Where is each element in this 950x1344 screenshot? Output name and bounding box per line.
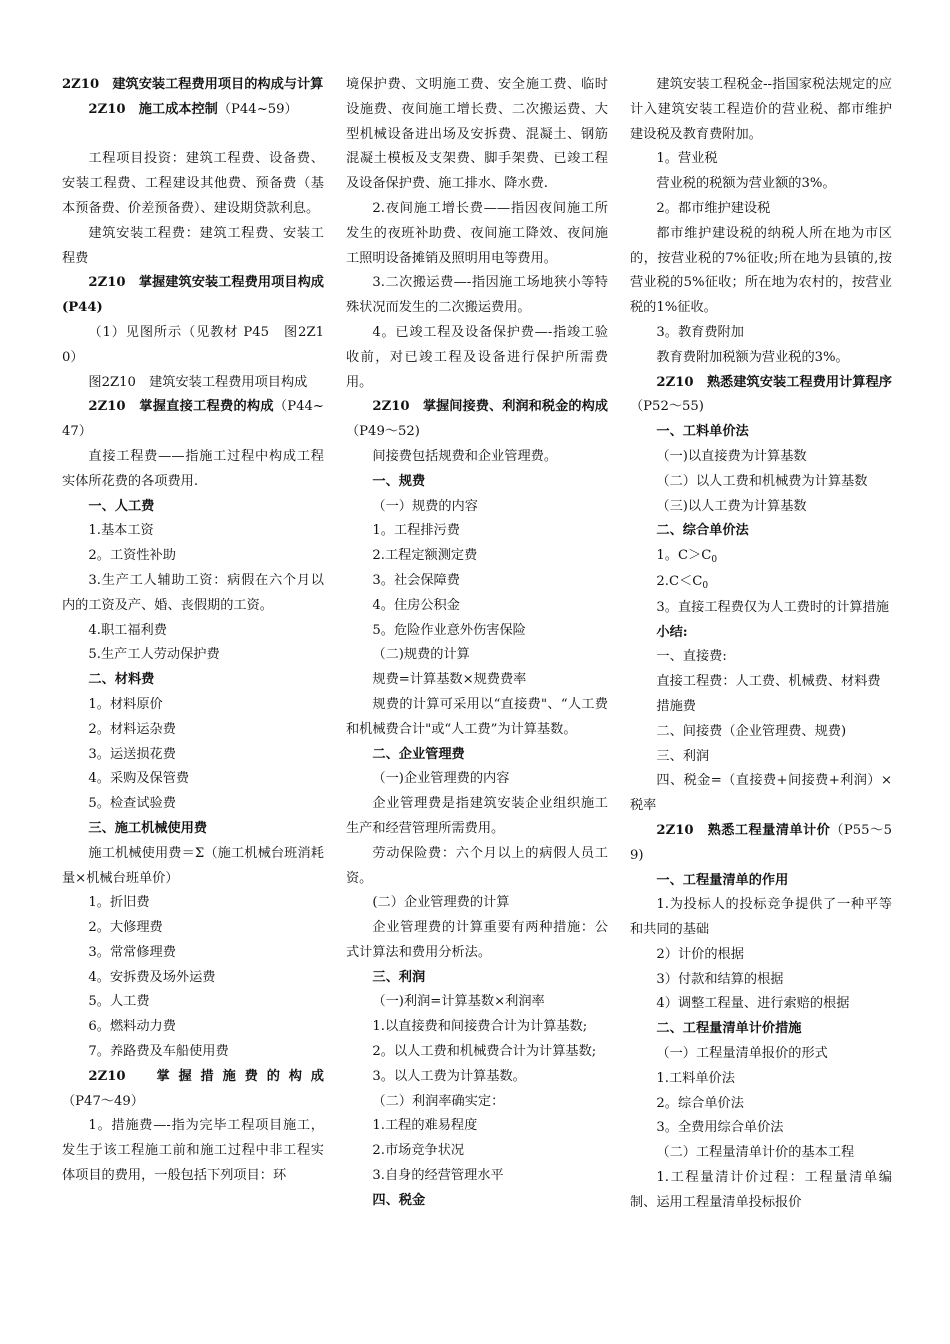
paragraph bbox=[630, 645, 892, 670]
paragraph-text: 小结: bbox=[656, 624, 688, 640]
paragraph-text: 施工机械使用费＝Σ（施工机械台班消耗量×机械台班单价） bbox=[62, 845, 324, 886]
paragraph bbox=[630, 197, 892, 222]
paragraph bbox=[630, 1092, 892, 1117]
paragraph-text: 四、税金 bbox=[372, 1192, 426, 1208]
paragraph-text: 企业管理费是指建筑安装企业组织施工生产和经营管理所需费用。 bbox=[346, 796, 608, 836]
paragraph bbox=[630, 745, 892, 770]
paragraph-text: 3.自身的经营管理水平 bbox=[372, 1168, 504, 1184]
paragraph bbox=[62, 147, 324, 221]
paragraph-text: 4。采购及保管费 bbox=[88, 771, 190, 787]
paragraph bbox=[630, 943, 892, 968]
paragraph-text: 1。措施费—-指为完毕工程项目施工，发生于该工程施工前和施工过程中非工程实体项目的费用，一般包括下列项目：环 bbox=[62, 1118, 324, 1184]
paragraph bbox=[62, 693, 324, 718]
paragraph-text: 2Z10 掌握直接工程费的构成 bbox=[88, 399, 274, 415]
paragraph-text: 2）计价的根据 bbox=[656, 946, 744, 962]
paragraph bbox=[62, 718, 324, 743]
paragraph-text: 间接费包括规费和企业管理费。 bbox=[372, 448, 558, 464]
paragraph bbox=[62, 792, 324, 817]
paragraph-text: 劳动保险费：六个月以上的病假人员工资。 bbox=[346, 845, 608, 886]
paragraph bbox=[62, 1040, 324, 1065]
paragraph-text: 一、工程量清单的作用 bbox=[656, 872, 789, 888]
paragraph-text: 5.生产工人劳动保护费 bbox=[88, 647, 220, 663]
paragraph bbox=[346, 1164, 608, 1189]
paragraph bbox=[630, 720, 892, 745]
paragraph-text: 2.夜间施工增长费——指因夜间施工所发生的夜班补助费、夜间施工降效、夜间施工照明设备摊销及照明用电等费用。 bbox=[346, 200, 608, 266]
section-heading bbox=[62, 73, 324, 98]
paragraph-text: 建筑安装工程税金--指国家税法规定的应计入建筑安装工程造价的营业税、都市维护建设税及教育费附加。 bbox=[630, 77, 892, 142]
subscript: 0 bbox=[702, 580, 709, 591]
paragraph-text: 7。养路费及车船使用费 bbox=[88, 1044, 229, 1060]
paragraph bbox=[630, 1141, 892, 1166]
paragraph bbox=[346, 519, 608, 544]
paragraph bbox=[630, 1116, 892, 1141]
paragraph-text: 3。教育费附加 bbox=[656, 324, 744, 340]
paragraph-text: （一)利润=计算基数×利润率 bbox=[372, 994, 545, 1010]
paragraph bbox=[346, 445, 608, 470]
page-range: （P55～59) bbox=[630, 822, 893, 863]
paragraph bbox=[62, 544, 324, 569]
paragraph-text: 2Z10 掌握建筑安装工程费用项目构成(P44) bbox=[62, 275, 324, 316]
paragraph bbox=[630, 470, 892, 495]
section-heading bbox=[346, 966, 608, 991]
paragraph bbox=[630, 670, 892, 695]
paragraph bbox=[630, 544, 892, 570]
paragraph bbox=[62, 941, 324, 966]
paragraph bbox=[346, 544, 608, 569]
paragraph-text: 3。以人工费为计算基数。 bbox=[372, 1068, 526, 1084]
paragraph-text: 1.工料单价法 bbox=[656, 1070, 735, 1086]
paragraph-text: 2Z10 掌握间接费、利润和税金的构成 bbox=[372, 399, 608, 415]
paragraph bbox=[346, 693, 608, 743]
paragraph bbox=[62, 321, 324, 371]
paragraph-text: 4。安拆费及场外运费 bbox=[88, 969, 216, 985]
paragraph-text: 1.基本工资 bbox=[88, 523, 154, 539]
paragraph bbox=[630, 893, 892, 943]
paragraph bbox=[630, 172, 892, 197]
column-left bbox=[62, 73, 324, 1189]
paragraph bbox=[62, 1015, 324, 1040]
paragraph bbox=[62, 569, 324, 619]
paragraph-text: 规费=计算基数×规费费率 bbox=[372, 672, 527, 688]
paragraph bbox=[346, 1040, 608, 1065]
paragraph-text: 5。人工费 bbox=[88, 994, 150, 1010]
paragraph bbox=[346, 643, 608, 668]
paragraph-text: （二)规费的计算 bbox=[372, 647, 470, 663]
paragraph-text: 措施费 bbox=[656, 698, 696, 714]
paragraph-text: 1。材料原价 bbox=[88, 696, 163, 712]
paragraph bbox=[346, 767, 608, 792]
paragraph-text: 二、材料费 bbox=[88, 672, 155, 688]
paragraph-text: 2。都市维护建设税 bbox=[656, 200, 771, 216]
section-heading bbox=[62, 817, 324, 842]
paragraph bbox=[630, 1067, 892, 1092]
paragraph bbox=[346, 594, 608, 619]
paragraph-text: 3.生产工人辅助工资：病假在六个月以内的工资及产、婚、丧假期的工资。 bbox=[62, 572, 324, 613]
paragraph-text: (二）企业管理费的计算 bbox=[372, 895, 510, 911]
paragraph-text: 2。大修理费 bbox=[88, 920, 163, 936]
section-heading bbox=[630, 819, 892, 869]
paragraph-text: 三、利润 bbox=[656, 748, 710, 764]
section-heading bbox=[346, 470, 608, 495]
page-range: （P49～52) bbox=[346, 424, 420, 440]
paragraph bbox=[630, 769, 892, 819]
paragraph bbox=[346, 1114, 608, 1139]
paragraph bbox=[630, 695, 892, 720]
paragraph-text: （二）以人工费和机械费为计算基数 bbox=[656, 473, 868, 489]
paragraph bbox=[346, 1090, 608, 1115]
section-heading bbox=[62, 395, 324, 445]
paragraph bbox=[346, 321, 608, 395]
paragraph-text: 3。运送损花费 bbox=[88, 746, 176, 762]
paragraph-text: 2。材料运杂费 bbox=[88, 721, 176, 737]
column-right bbox=[630, 73, 892, 1216]
paragraph-text: 2.市场竞争状况 bbox=[372, 1143, 465, 1159]
paragraph-text: 图2Z10 建筑安装工程费用项目构成 bbox=[88, 374, 308, 390]
paragraph bbox=[62, 1114, 324, 1188]
paragraph bbox=[62, 371, 324, 396]
paragraph bbox=[346, 73, 608, 197]
page-range: （P52～55) bbox=[630, 399, 704, 415]
section-heading bbox=[62, 668, 324, 693]
section-heading bbox=[62, 495, 324, 520]
paragraph-text: 直接工程费：人工费、机械费、材料费 bbox=[656, 674, 881, 690]
section-heading bbox=[62, 1065, 324, 1115]
section-heading bbox=[346, 395, 608, 445]
paragraph bbox=[62, 619, 324, 644]
paragraph bbox=[62, 990, 324, 1015]
section-heading bbox=[630, 1017, 892, 1042]
paragraph bbox=[346, 495, 608, 520]
paragraph-text: （一）规费的内容 bbox=[372, 498, 478, 514]
paragraph bbox=[630, 321, 892, 346]
blank-line bbox=[62, 123, 324, 148]
paragraph bbox=[346, 619, 608, 644]
paragraph bbox=[346, 668, 608, 693]
paragraph-text: 1。C＞C bbox=[656, 548, 712, 564]
paragraph-text: 四、税金=（直接费+间接费+利润）×税率 bbox=[630, 773, 892, 814]
paragraph bbox=[346, 271, 608, 321]
paragraph bbox=[630, 346, 892, 371]
paragraph-text: 直接工程费——指施工过程中构成工程实体所花费的各项费用. bbox=[62, 448, 324, 489]
paragraph-text: 二、综合单价法 bbox=[656, 523, 749, 539]
section-heading bbox=[630, 621, 892, 646]
paragraph bbox=[346, 916, 608, 966]
paragraph-text: 2.工程定额测定费 bbox=[372, 548, 478, 564]
paragraph bbox=[630, 445, 892, 470]
paragraph-text: （一)企业管理费的内容 bbox=[372, 771, 510, 787]
paragraph bbox=[630, 968, 892, 993]
paragraph-text: 4。住房公积金 bbox=[372, 597, 460, 613]
paragraph bbox=[346, 569, 608, 594]
paragraph-text: 4。已竣工程及设备保护费—-指竣工验收前，对已竣工程及设备进行保护所需费用。 bbox=[346, 324, 608, 390]
paragraph bbox=[346, 1065, 608, 1090]
paragraph bbox=[62, 643, 324, 668]
paragraph-text: 1。工程排污费 bbox=[372, 523, 460, 539]
section-heading bbox=[630, 519, 892, 544]
section-heading bbox=[630, 371, 892, 421]
paragraph-text: 1.工程的难易程度 bbox=[372, 1118, 478, 1134]
paragraph-text: （二）利润率确实定： bbox=[372, 1093, 505, 1109]
paragraph-text: （一)以直接费为计算基数 bbox=[656, 448, 807, 464]
paragraph-text: 4）调整工程量、进行索赔的根据 bbox=[656, 996, 850, 1012]
paragraph-text: 二、企业管理费 bbox=[372, 746, 465, 762]
paragraph-text: 1.为投标人的投标竞争提供了一种平等和共同的基础 bbox=[630, 897, 892, 938]
paragraph bbox=[630, 570, 892, 596]
paragraph bbox=[62, 966, 324, 991]
section-heading bbox=[346, 743, 608, 768]
paragraph-text: 3。社会保障费 bbox=[372, 572, 460, 588]
paragraph bbox=[62, 891, 324, 916]
paragraph-text: 二、间接费（企业管理费、规费) bbox=[656, 723, 847, 739]
paragraph-text: 2Z10 熟悉工程量清单计价 bbox=[656, 822, 831, 838]
paragraph-text: 建筑安装工程费：建筑工程费、安装工程费 bbox=[62, 225, 324, 266]
paragraph-text: 一、工料单价法 bbox=[656, 424, 749, 440]
paragraph-text: 1.以直接费和间接费合计为计算基数; bbox=[372, 1019, 588, 1035]
paragraph-text: 一、直接费: bbox=[656, 649, 727, 665]
section-heading bbox=[62, 98, 324, 123]
paragraph-text: 2Z10 熟悉建筑安装工程费用计算程序 bbox=[656, 374, 892, 390]
page-range: （P44~47） bbox=[62, 399, 324, 440]
paragraph-text: 都市维护建设税的纳税人所在地为市区的，按营业税的7%征收;所在地为县镇的,按营业税的5%征收；所在地为农村的，按营业税的1%征收。 bbox=[630, 225, 892, 316]
paragraph-text: 一、规费 bbox=[372, 473, 426, 489]
paragraph-text: 3.二次搬运费—-指因施工场地狭小等特殊状况而发生的二次搬运费用。 bbox=[346, 275, 608, 316]
paragraph bbox=[62, 767, 324, 792]
paragraph-text: （1）见图所示（见教材 P45 图2Z10） bbox=[62, 324, 324, 365]
paragraph bbox=[630, 992, 892, 1017]
paragraph-text: 教育费附加税额为营业税的3%。 bbox=[656, 349, 849, 365]
paragraph bbox=[62, 222, 324, 272]
paragraph-text: 2.C＜C bbox=[656, 573, 703, 589]
paragraph-text: 2。以人工费和机械费合计为计算基数; bbox=[372, 1044, 597, 1060]
paragraph-text: 规费的计算可采用以“直接费"、“人工费和机械费合计"或“人工费”为计算基数。 bbox=[346, 696, 608, 737]
paragraph bbox=[346, 792, 608, 842]
paragraph bbox=[630, 222, 892, 321]
paragraph-text: （二）工程量清单计价的基本工程 bbox=[656, 1145, 855, 1161]
paragraph bbox=[630, 1042, 892, 1067]
paragraph bbox=[346, 1015, 608, 1040]
paragraph-text: 3）付款和结算的根据 bbox=[656, 971, 784, 987]
section-heading bbox=[630, 420, 892, 445]
paragraph bbox=[346, 1139, 608, 1164]
subscript: 0 bbox=[711, 555, 718, 566]
paragraph-text: 3。直接工程费仅为人工费时的计算措施 bbox=[656, 599, 889, 615]
page-range: （P44~59） bbox=[217, 101, 298, 117]
paragraph-text: 6。燃料动力费 bbox=[88, 1019, 176, 1035]
paragraph bbox=[62, 519, 324, 544]
paragraph-text: 2Z10 施工成本控制 bbox=[88, 101, 218, 117]
paragraph-text: 三、利润 bbox=[372, 969, 426, 985]
paragraph bbox=[346, 842, 608, 892]
section-heading bbox=[62, 271, 324, 321]
paragraph bbox=[630, 147, 892, 172]
paragraph bbox=[630, 1166, 892, 1216]
paragraph-text: 2Z10 掌握措施费的构成 bbox=[88, 1068, 324, 1084]
paragraph bbox=[630, 495, 892, 520]
section-heading bbox=[630, 869, 892, 894]
paragraph-text: 一、人工费 bbox=[88, 498, 155, 514]
paragraph-text: 企业管理费的计算重要有两种措施：公式计算法和费用分析法。 bbox=[346, 920, 608, 960]
paragraph-text: 4.职工福利费 bbox=[88, 622, 167, 638]
paragraph-text: 工程项目投资：建筑工程费、设备费、安装工程费、工程建设其他费、预备费（基本预备费、价差预备费）、建设期贷款利息。 bbox=[62, 151, 324, 216]
paragraph bbox=[630, 73, 892, 147]
paragraph-text: 1。营业税 bbox=[656, 151, 718, 167]
paragraph-text: 1.工程量清计价过程：工程量清单编制、运用工程量清单投标报价 bbox=[630, 1170, 892, 1210]
paragraph-text: 5。检查试验费 bbox=[88, 796, 176, 812]
paragraph-text: 2Z10 建筑安装工程费用项目的构成与计算 bbox=[62, 77, 324, 92]
paragraph-text: 2。工资性补助 bbox=[88, 548, 176, 564]
paragraph-text: 1。折旧费 bbox=[88, 895, 150, 911]
paragraph-text: 二、工程量清单计价措施 bbox=[656, 1021, 802, 1037]
paragraph-text: 3。常常修理费 bbox=[88, 944, 176, 960]
paragraph-text: 境保护费、文明施工费、安全施工费、临时设施费、夜间施工增长费、二次搬运费、大型机械设备进出场及安拆费、混凝土、钢筋混凝土模板及支架费、脚手架费、已竣工程及设备保护费、施工排水、降水费. bbox=[346, 77, 608, 192]
column-middle bbox=[346, 73, 608, 1214]
paragraph-text: 三、施工机械使用费 bbox=[88, 820, 208, 836]
paragraph bbox=[62, 445, 324, 495]
paragraph bbox=[346, 891, 608, 916]
paragraph bbox=[62, 916, 324, 941]
paragraph-text: 营业税的税额为营业额的3%。 bbox=[656, 176, 836, 192]
paragraph-text: 3。全费用综合单价法 bbox=[656, 1120, 784, 1136]
paragraph bbox=[62, 743, 324, 768]
paragraph bbox=[630, 596, 892, 621]
paragraph-text: （一）工程量清单报价的形式 bbox=[656, 1046, 828, 1062]
paragraph bbox=[62, 842, 324, 892]
section-heading bbox=[346, 1189, 608, 1214]
paragraph bbox=[346, 197, 608, 271]
paragraph bbox=[346, 990, 608, 1015]
paragraph-text: （三)以人工费为计算基数 bbox=[656, 498, 807, 514]
paragraph-text: 2。综合单价法 bbox=[656, 1095, 744, 1111]
paragraph-text: 5。危险作业意外伤害保险 bbox=[372, 622, 526, 638]
page-range: （P47～49） bbox=[62, 1093, 144, 1109]
